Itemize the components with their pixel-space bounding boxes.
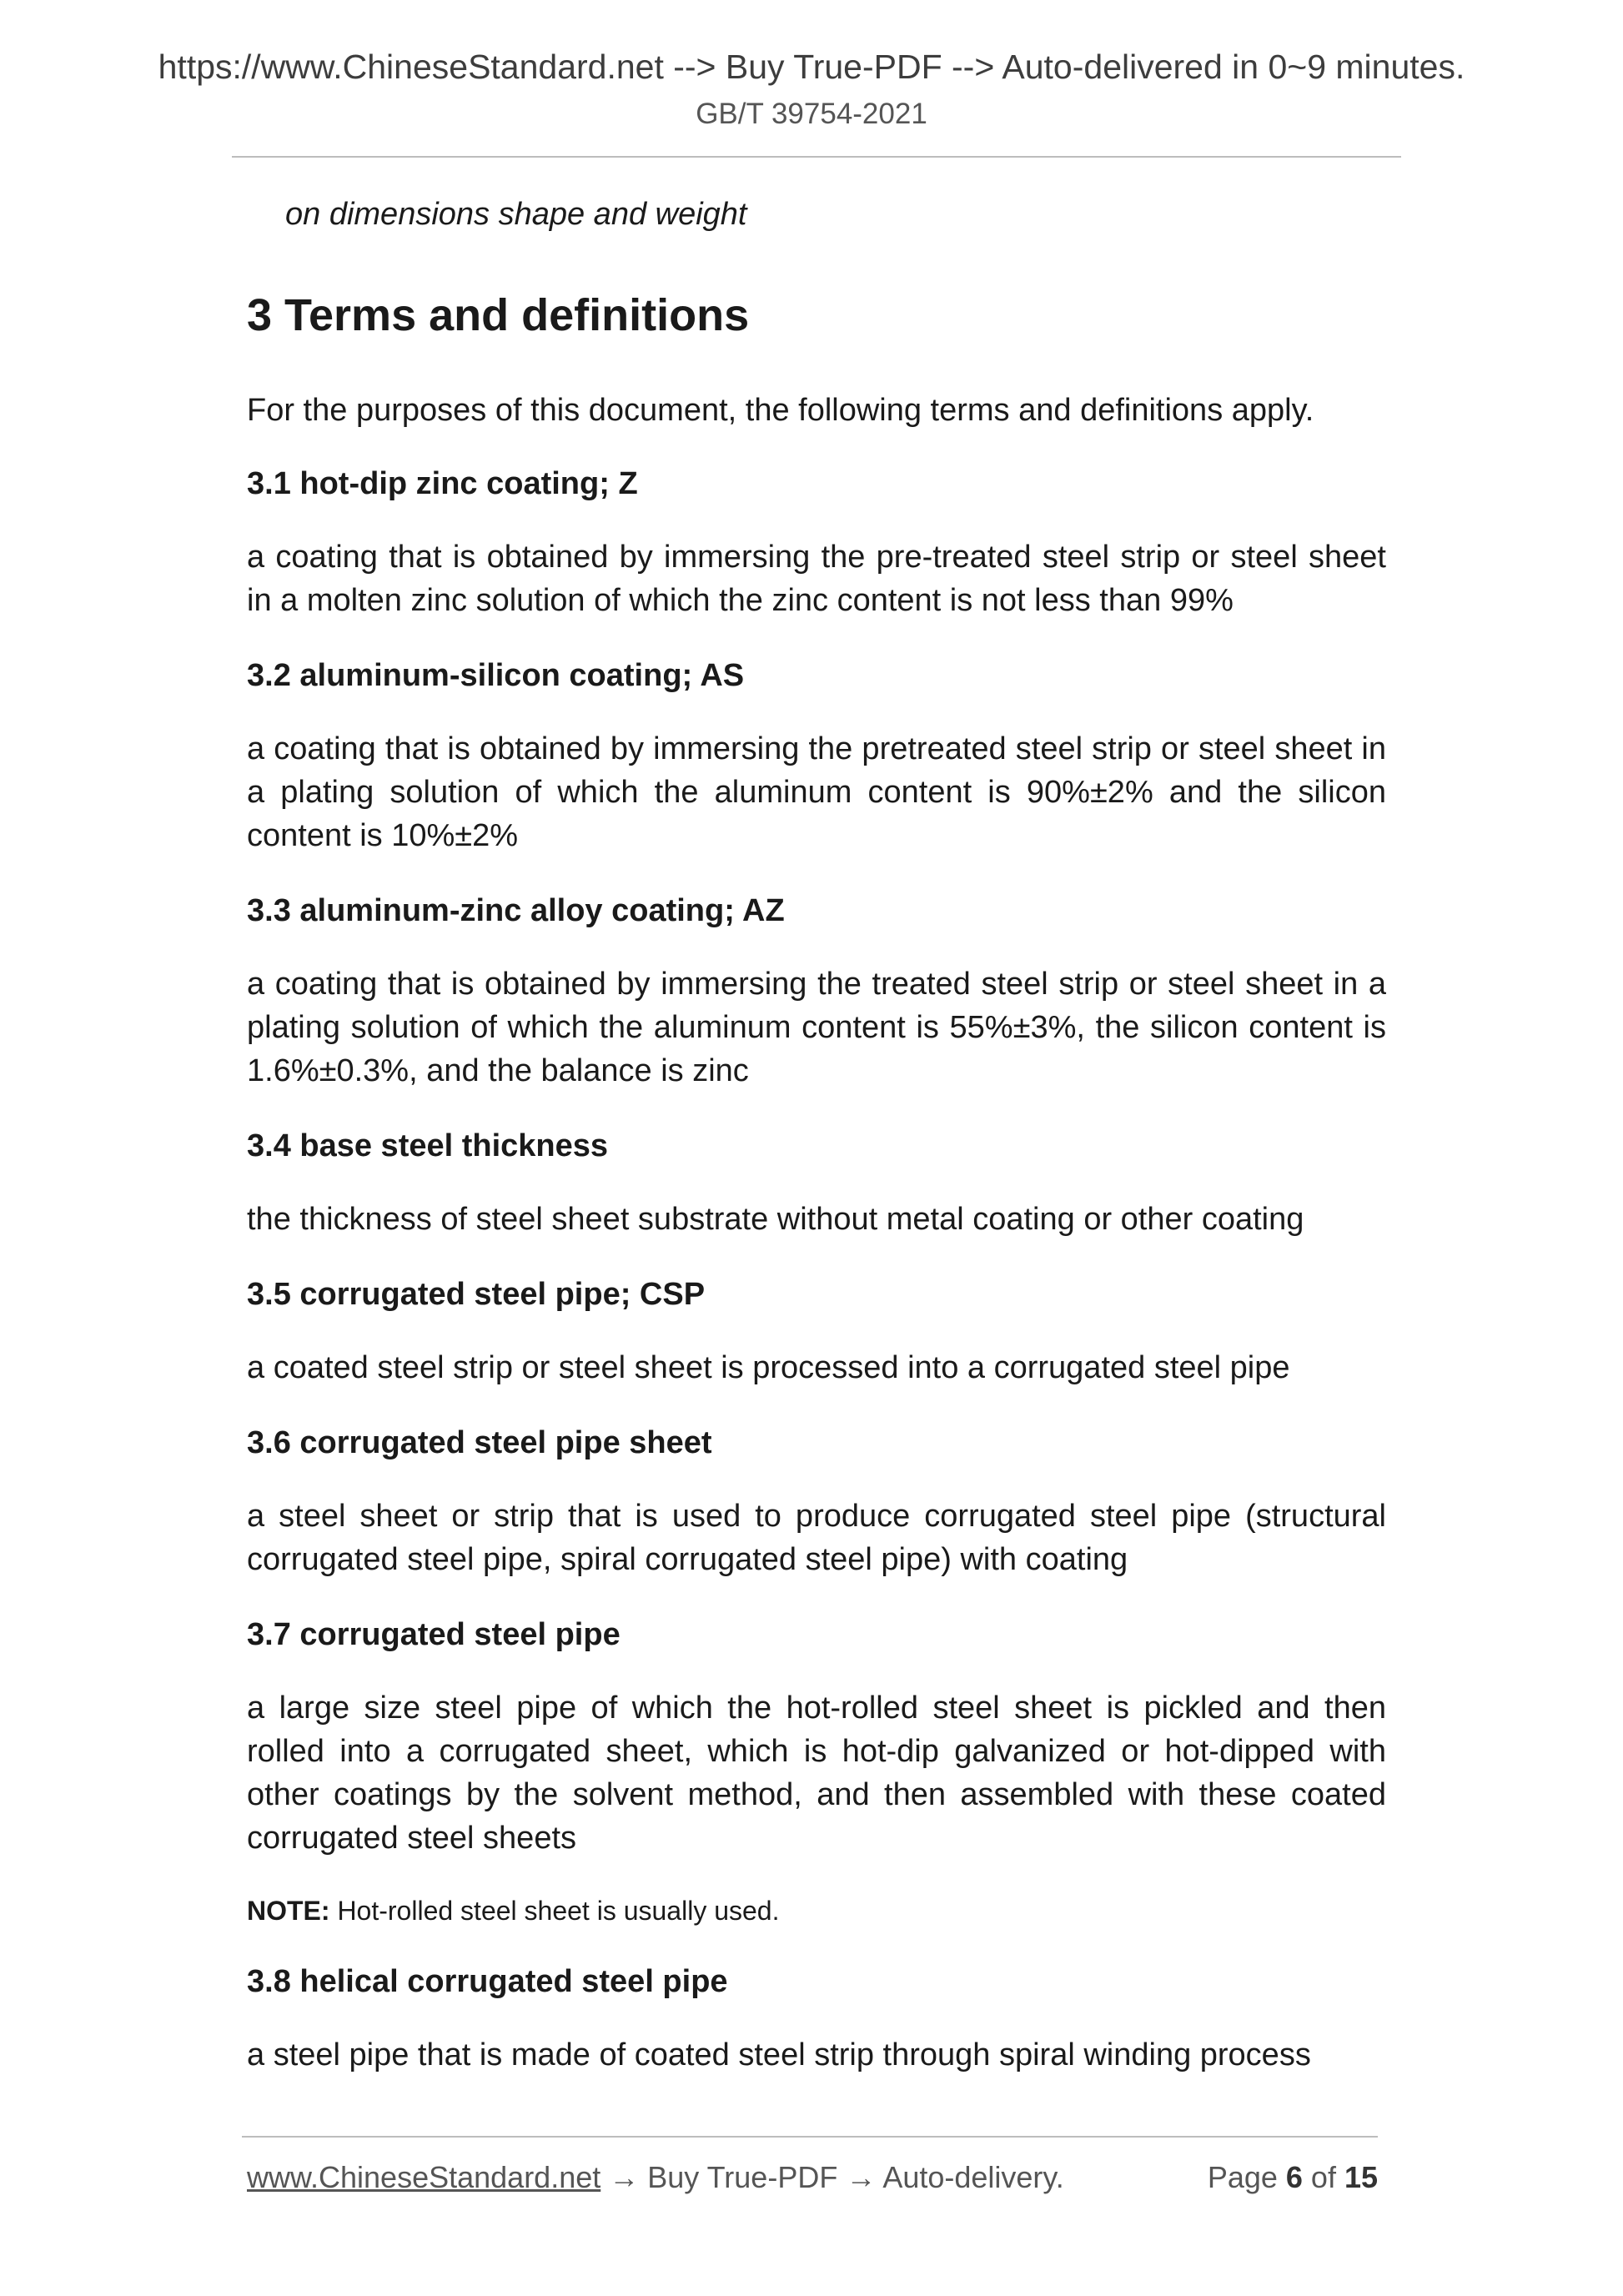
term-heading: 3.1 hot-dip zinc coating; Z (247, 466, 638, 501)
header-divider (232, 156, 1401, 158)
page-label: Page (1207, 2160, 1286, 2194)
term-heading: 3.5 corrugated steel pipe; CSP (247, 1277, 706, 1312)
term-3-8 (247, 1960, 1386, 2077)
term-3-2 (247, 654, 1386, 857)
header-url-line: https://www.ChineseStandard.net --> Buy True-PDF --> Auto-delivered in 0~9 minutes. (158, 48, 1465, 86)
term-heading: 3.2 aluminum-silicon coating; AS (247, 658, 745, 693)
footer-tagline: → Buy True-PDF → Auto-delivery. (600, 2160, 1064, 2194)
term-heading: 3.8 helical corrugated steel pipe (247, 1964, 728, 1999)
page-footer (247, 2154, 1378, 2201)
term-heading: 3.6 corrugated steel pipe sheet (247, 1425, 712, 1460)
page-of: of (1302, 2160, 1344, 2194)
header-doc-code: GB/T 39754-2021 (696, 98, 927, 130)
page-current: 6 (1285, 2160, 1303, 2194)
section-intro: For the purposes of this document, the following terms and definitions apply. (247, 393, 1314, 428)
term-3-1 (247, 462, 1386, 622)
page-total: 15 (1344, 2160, 1378, 2194)
term-3-7 (247, 1613, 1386, 1860)
term-definition: a large size steel pipe of which the hot-rolled steel sheet is pickled and then rolled into a corrugated sheet, which is hot-dip galvanized or hot-dipped with other coatings by the solvent method, and then assembled with these coated corrugated steel sheets (247, 1691, 1386, 1856)
note (247, 1892, 1386, 1930)
term-3-4 (247, 1124, 1386, 1241)
term-3-6 (247, 1421, 1386, 1581)
section-title: 3 Terms and definitions (247, 290, 750, 340)
term-definition: a steel sheet or strip that is used to produce corrugated steel pipe (structural corrugated steel pipe, spiral corrugated steel pipe) with coating (247, 1499, 1386, 1577)
term-3-3 (247, 889, 1386, 1093)
term-heading: 3.4 base steel thickness (247, 1128, 609, 1163)
term-3-5 (247, 1273, 1386, 1389)
term-heading: 3.7 corrugated steel pipe (247, 1617, 621, 1652)
page-content (247, 192, 1386, 2108)
footer-divider (242, 2136, 1378, 2138)
footer-site-link[interactable]: www.ChineseStandard.net (247, 2160, 601, 2194)
term-definition: a steel pipe that is made of coated steel strip through spiral winding process (247, 2037, 1311, 2072)
term-definition: a coated steel strip or steel sheet is processed into a corrugated steel pipe (247, 1350, 1290, 1385)
page-indicator (1208, 2154, 1378, 2201)
term-heading: 3.3 aluminum-zinc alloy coating; AZ (247, 893, 785, 928)
term-definition: a coating that is obtained by immersing the pre-treated steel strip or steel sheet in a molten zinc solution of which the zinc content is not less than 99% (247, 540, 1386, 618)
term-definition: the thickness of steel sheet substrate without metal coating or other coating (247, 1202, 1304, 1237)
page-header (0, 43, 1623, 133)
term-definition: a coating that is obtained by immersing the treated steel strip or steel sheet in a plating solution of which the aluminum content is 55%±3%, the silicon content is 1.6%±0.3%, and the balance is zinc (247, 967, 1386, 1088)
note-label: NOTE: (247, 1896, 330, 1926)
term-definition: a coating that is obtained by immersing the pretreated steel strip or steel sheet in a plating solution of which the aluminum content is 90%±2% and the silicon content is 10%±2% (247, 731, 1386, 853)
note-text: Hot-rolled steel sheet is usually used. (329, 1896, 780, 1926)
continuation-text: on dimensions shape and weight (285, 197, 747, 232)
